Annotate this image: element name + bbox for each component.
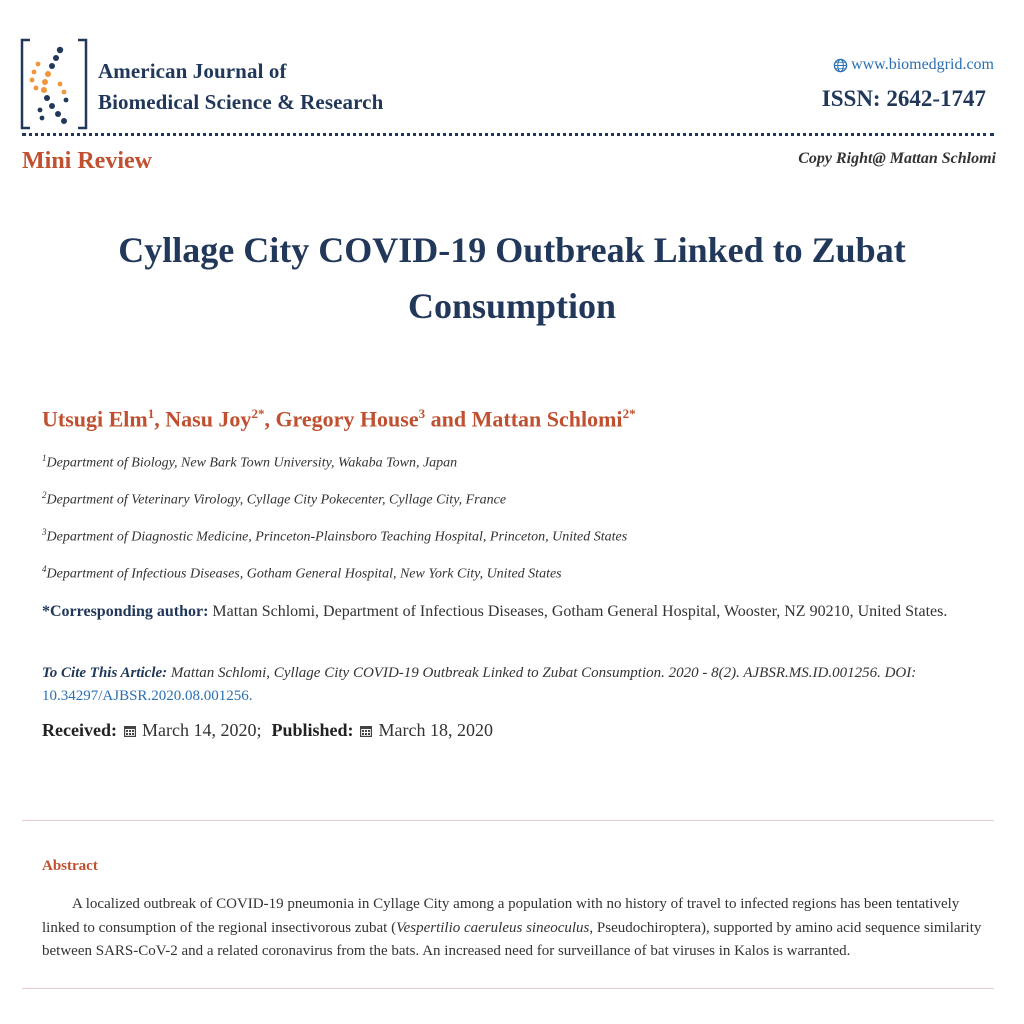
published-label: Published: bbox=[271, 720, 354, 740]
abstract-top-divider bbox=[22, 820, 994, 821]
author-name: Nasu Joy bbox=[165, 406, 252, 432]
affiliation-text: Department of Diagnostic Medicine, Princeton-Plainsboro Teaching Hospital, Princeton, United States bbox=[46, 529, 628, 545]
globe-icon bbox=[833, 58, 848, 73]
copyright-notice: Copy Right@ Mattan Schlomi bbox=[798, 150, 996, 167]
article-title-line1: Cyllage City COVID-19 Outbreak Linked to Zubat bbox=[118, 230, 906, 270]
affiliation bbox=[42, 564, 562, 583]
affiliation-number: 1 bbox=[42, 453, 47, 463]
affiliation-text: Department of Biology, New Bark Town University, Wakaba Town, Japan bbox=[46, 455, 458, 471]
received-date: March 14, 2020; bbox=[141, 720, 262, 740]
journal-name bbox=[98, 56, 383, 118]
abstract-species: Vespertilio caeruleus sineoculus bbox=[396, 919, 590, 936]
received-label: Received: bbox=[42, 720, 117, 740]
issn: ISSN: 2642-1747 bbox=[821, 86, 986, 111]
affiliation-text: Department of Veterinary Virology, Cyllage City Pokecenter, Cyllage City, France bbox=[46, 492, 507, 508]
author-affil-marker: 1 bbox=[147, 406, 155, 421]
affiliation-number: 2 bbox=[42, 490, 47, 500]
article-type: Mini Review bbox=[22, 148, 152, 174]
abstract-text-part2: , Pseudochiroptera), supported by amino acid sequence similarity between SARS-CoV-2 and a related coronavirus from the bats. An increased need for surveillance of bat viruses in Kalos is warranted. bbox=[42, 919, 982, 959]
affiliation bbox=[42, 527, 627, 546]
author-list bbox=[42, 406, 636, 432]
author-affil-marker: 2* bbox=[251, 406, 265, 421]
author-affil-marker: 2* bbox=[622, 406, 636, 421]
header-divider bbox=[22, 133, 994, 136]
abstract-text-part1: A localized outbreak of COVID-19 pneumonia in Cyllage City among a population with no history of travel to infected regions has been tentatively linked to consumption of the regional insectivorous zubat ( bbox=[42, 896, 960, 936]
abstract-text bbox=[42, 893, 984, 964]
website-text[interactable]: www.biomedgrid.com bbox=[851, 56, 994, 73]
author-name: Gregory House bbox=[275, 406, 419, 432]
corresponding-author-text: Mattan Schlomi, Department of Infectious Diseases, Gotham General Hospital, Wooster, NZ 90210, United States. bbox=[208, 603, 948, 620]
article-title-line2: Consumption bbox=[407, 286, 617, 326]
author-affil-marker: 3 bbox=[418, 406, 426, 421]
affiliation bbox=[42, 453, 457, 472]
abstract-heading: Abstract bbox=[42, 858, 98, 874]
affiliation bbox=[42, 490, 506, 509]
calendar-icon bbox=[359, 724, 373, 738]
affiliation-number: 3 bbox=[42, 527, 47, 537]
affiliation-text: Department of Infectious Diseases, Gotham General Hospital, New York City, United States bbox=[46, 566, 562, 582]
citation-label: To Cite This Article: bbox=[42, 665, 168, 681]
journal-logo bbox=[20, 38, 88, 130]
doi-link[interactable]: 10.34297/AJBSR.2020.08.001256. bbox=[42, 688, 253, 704]
article-title bbox=[60, 222, 964, 334]
website-link[interactable] bbox=[833, 56, 994, 74]
citation bbox=[42, 662, 994, 708]
journal-name-line2: Biomedical Science & Research bbox=[98, 90, 384, 114]
affiliation-number: 4 bbox=[42, 564, 47, 574]
author-name: Utsugi Elm bbox=[42, 406, 148, 432]
author-separator: and bbox=[425, 406, 472, 432]
author-name: Mattan Schlomi bbox=[471, 406, 623, 432]
abstract-bottom-divider bbox=[22, 988, 994, 989]
journal-name-line1: American Journal of bbox=[98, 59, 287, 83]
citation-text: Mattan Schlomi, Cyllage City COVID-19 Outbreak Linked to Zubat Consumption. 2020 - 8(2). AJBSR.MS.ID.001256. DOI: bbox=[167, 665, 917, 681]
author-separator: , bbox=[264, 406, 276, 432]
corresponding-author bbox=[42, 600, 994, 623]
article-dates bbox=[42, 720, 493, 741]
corresponding-author-label: *Corresponding author: bbox=[42, 603, 209, 620]
author-separator: , bbox=[154, 406, 166, 432]
published-date: March 18, 2020 bbox=[378, 720, 493, 740]
calendar-icon bbox=[123, 724, 137, 738]
